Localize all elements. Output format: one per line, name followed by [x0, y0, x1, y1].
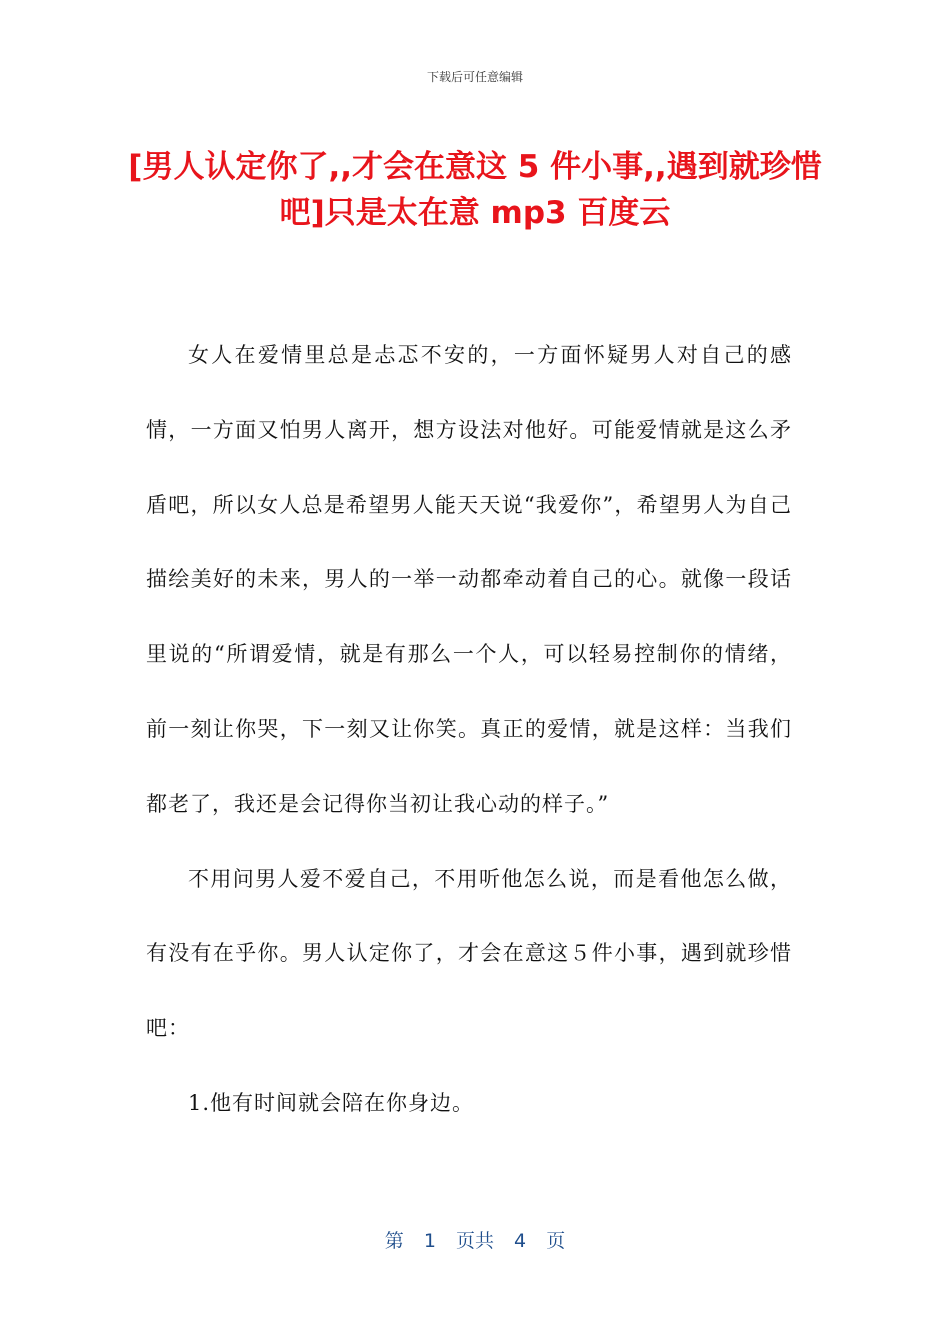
footer-label-end: 页 [546, 1230, 566, 1252]
list-item-1: 1.他有时间就会陪在你身边。 [188, 1090, 475, 1115]
footer-label-page: 第 [384, 1230, 404, 1252]
footer-label-total: 页共 [455, 1230, 494, 1252]
document-body [146, 318, 792, 1141]
footer-page-total: 4 [514, 1230, 527, 1252]
header-note: 下载后可任意编辑 [426, 70, 523, 84]
page-footer [0, 1226, 950, 1253]
paragraph-lead: 不用问男人爱不爱自己，不用听他怎么说，而是看他怎么做，有没有在乎你。男人认定你了，才会在意这５件小事，遇到就珍惜吧： [146, 866, 792, 1041]
paragraph-intro: 女人在爱情里总是忐忑不安的，一方面怀疑男人对自己的感情，一方面又怕男人离开，想方设法对他好。可能爱情就是这么矛盾吧，所以女人总是希望男人能天天说“我爱你”，希望男人为自己描绘美好的未来，男人的一举一动都牵动着自己的心。就像一段话里说的“所谓爱情，就是有那么一个人，可以轻易控制你的情绪，前一刻让你哭，下一刻又让你笑。真正的爱情，就是这样：当我们都老了，我还是会记得你当初让我心动的样子。” [146, 343, 792, 816]
footer-page-current: 1 [423, 1230, 436, 1252]
document-title: [男人认定你了,,才会在意这 5 件小事,,遇到就珍惜吧]只是太在意 mp3 百度云 [128, 149, 822, 231]
